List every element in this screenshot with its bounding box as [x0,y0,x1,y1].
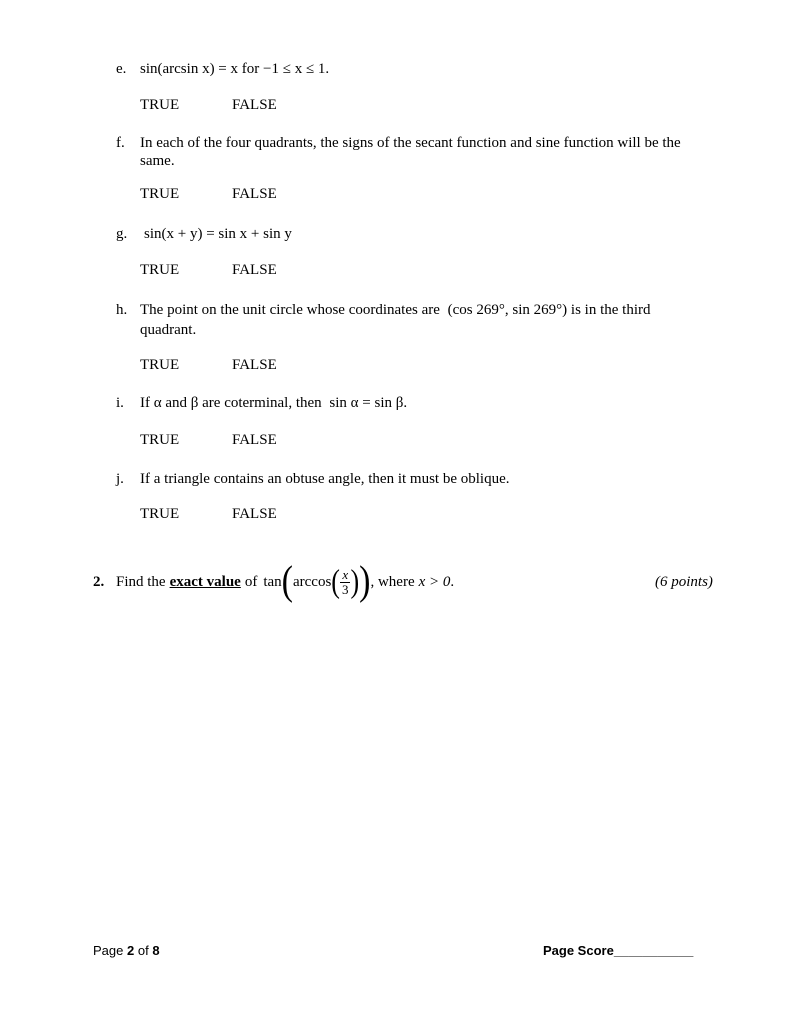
page-current: 2 [127,943,135,958]
question-e-label: e. [116,61,127,77]
page-score [543,943,693,958]
outer-right-paren: ) [359,559,371,604]
question-h-text-line2: quadrant. [140,322,197,338]
question-i-equation: sin α = sin β [329,395,404,411]
question-f-text: In each of the four quadrants, the signs of the secant function and sine function will be the same. [140,135,681,169]
question-i-text-after: . [403,395,408,411]
problem-2-text-before: Find the [116,574,166,590]
question-i-text [140,394,407,412]
question-g-false[interactable]: FALSE [232,262,277,278]
question-h-text-after: is in the third [570,302,651,318]
inner-right-paren: ) [350,563,360,600]
page-prefix: Page [93,943,124,958]
problem-2-condition: x > 0 [418,574,451,590]
question-j-label: j. [116,471,124,487]
problem-2-points: (6 points) [655,574,713,590]
question-i-label: i. [116,395,124,411]
inner-left-paren: ( [331,563,340,600]
fraction-numerator: x [340,568,351,583]
question-h-false[interactable]: FALSE [232,357,277,373]
fraction-denominator: 3 [341,581,349,597]
page-of: of [137,943,149,958]
problem-2-of: of [244,574,258,590]
page-score-blank[interactable]: ___________ [613,943,694,958]
problem-2-arccos: arccos [292,574,332,590]
question-f-false[interactable]: FALSE [232,186,277,202]
question-e-true[interactable]: TRUE [140,97,180,113]
problem-2-tan: tan [263,574,282,590]
question-h-label: h. [116,302,128,318]
question-j-false[interactable]: FALSE [232,506,277,522]
question-i-true[interactable]: TRUE [140,432,180,448]
question-g-text: sin(x + y) = sin x + sin y [144,226,292,242]
question-h-text-before: The point on the unit circle whose coordinates are [140,302,440,318]
page-score-label: Page Score [543,943,614,958]
page-number [93,943,160,958]
outer-left-paren: ( [281,559,293,604]
problem-2-expression [263,559,371,604]
question-f-label: f. [116,135,125,151]
question-j-true[interactable]: TRUE [140,506,180,522]
problem-2-emphasis: exact value [169,574,241,590]
question-h-text [140,301,650,319]
fraction [340,568,351,597]
question-i-text-before: If α and β are coterminal, then [140,395,322,411]
question-h-coords: (cos 269°, sin 269°) [447,302,568,318]
question-g-label: g. [116,226,128,242]
page-total: 8 [152,943,160,958]
question-g-true[interactable]: TRUE [140,262,180,278]
problem-2-text [116,556,454,608]
question-h-true[interactable]: TRUE [140,357,180,373]
question-e-false[interactable]: FALSE [232,97,277,113]
question-f-true[interactable]: TRUE [140,186,180,202]
question-e-text: sin(arcsin x) = x for −1 ≤ x ≤ 1. [140,61,330,77]
problem-2-end: . [450,574,455,590]
question-j-text: If a triangle contains an obtuse angle, then it must be oblique. [140,471,510,487]
problem-2-where: , where [370,574,415,590]
question-i-false[interactable]: FALSE [232,432,277,448]
problem-2-number: 2. [93,574,105,590]
